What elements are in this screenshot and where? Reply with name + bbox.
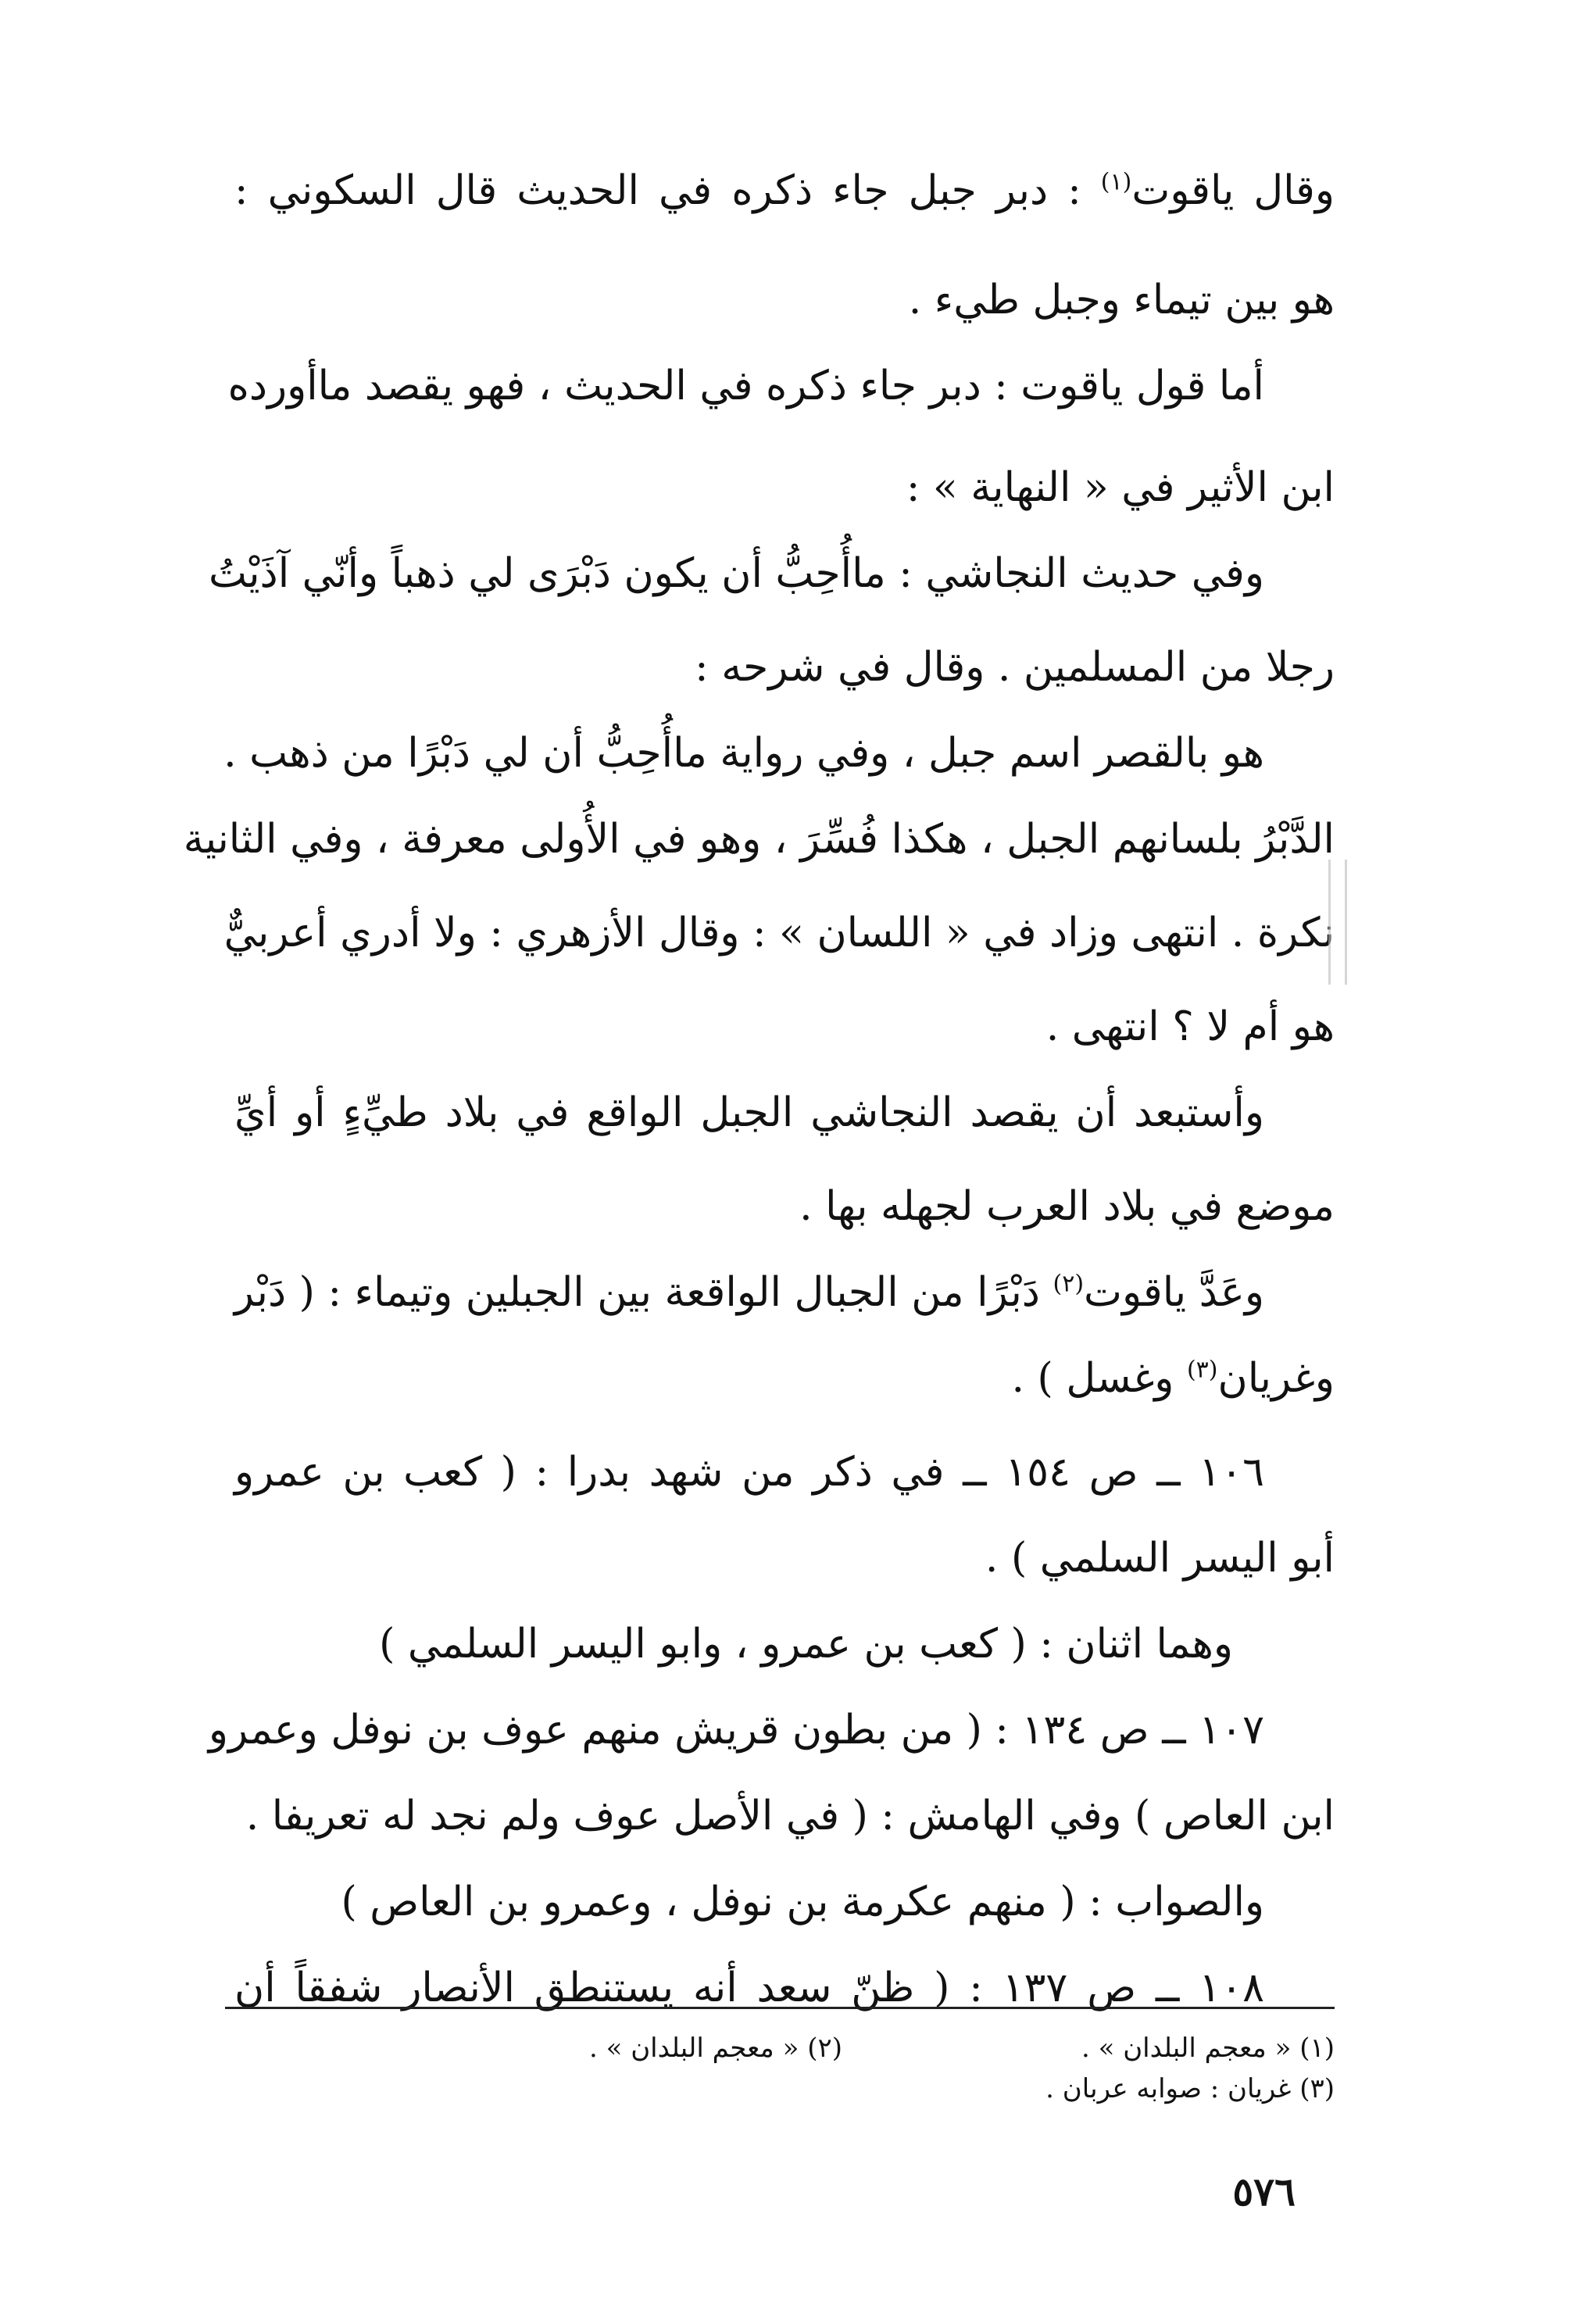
body-line-11: وأستبعد أن يقصد النجاشي الجبل الواقع في بلاد طيِّءٍ أو أيِّ <box>234 1089 1264 1136</box>
footnote-1: (١) « معجم البلدان » . <box>1081 2033 1335 2064</box>
footnote-ref-1: (١) <box>1100 168 1132 196</box>
footnote-2: (٢) « معجم البلدان » . <box>588 2033 842 2064</box>
text-run: وغسل ) . <box>1011 1355 1174 1402</box>
footnote-ref-3: (٣) <box>1186 1356 1218 1384</box>
body-line-20: والصواب : ( منهم عكرمة بن نوفل ، وعمرو بن العاص ) <box>341 1879 1264 1925</box>
body-line-19: ابن العاص ) وفي الهامش : ( في الأصل عوف ولم نجد له تعريفا . <box>245 1793 1335 1840</box>
text-run: دَبْرًا من الجبال الواقعة بين الجبلين وتيماء : ( دَبْر <box>234 1269 1040 1316</box>
footnote-ref-2: (٢) <box>1053 1270 1085 1298</box>
body-line-5: وفي حديث النجاشي : ماأُحِبُّ أن يكون دَبْرَى لي ذهباً وأنّي آذَيْتُ <box>209 550 1264 597</box>
body-line-15: ١٠٦ ــ ص ١٥٤ ــ في ذكر من شهد بدرا : ( كعب بن عمرو <box>234 1449 1264 1496</box>
scan-margin-artifact <box>1328 860 1347 985</box>
text-run: : دبر جبل جاء ذكره في الحديث قال السكوني : <box>234 167 1081 214</box>
text-run: وقال ياقوت <box>1131 167 1335 214</box>
body-line-16: أبو اليسر السلمي ) . <box>985 1535 1335 1582</box>
body-line-2: هو بين تيماء وجبل طيء . <box>908 277 1335 324</box>
text-run: وعَدَّ ياقوت <box>1084 1269 1264 1316</box>
body-line-10: هو أم لا ؟ انتهى . <box>1045 1003 1335 1050</box>
page-number: ٥٧٦ <box>1232 2168 1296 2215</box>
body-line-7: هو بالقصر اسم جبل ، وفي رواية ماأُحِبُّ أن لي دَبْرًا من ذهب . <box>223 730 1264 777</box>
body-line-1 <box>234 166 1335 216</box>
body-line-14 <box>234 1353 1335 1403</box>
body-line-3: أما قول ياقوت : دبر جاء ذكره في الحديث ، فهو يقصد ماأورده <box>227 363 1264 409</box>
body-line-13 <box>234 1267 1264 1318</box>
body-line-18: ١٠٧ ــ ص ١٣٤ : ( من بطون قريش منهم عوف بن نوفل وعمرو <box>208 1707 1264 1754</box>
body-line-17: وهما اثنان : ( كعب بن عمرو ، وابو اليسر السلمي ) <box>379 1621 1233 1668</box>
body-line-21: ١٠٨ ــ ص ١٣٧ : ( ظنّ سعد أنه يستنطق الأنصار شفقاً أن <box>234 1965 1264 2011</box>
footnote-divider <box>225 2007 1335 2009</box>
body-line-8: الدَّبْرُ بلسانهم الجبل ، هكذا فُسِّرَ ، وهو في الأُولى معرفة ، وفي الثانية <box>183 816 1335 863</box>
text-run: وغريان <box>1217 1355 1335 1402</box>
body-line-9: نكرة . انتهى وزاد في « اللسان » : وقال الأزهري : ولا أدري أعربيٌّ <box>223 910 1335 956</box>
body-line-12: موضع في بلاد العرب لجهله بها . <box>799 1183 1335 1230</box>
body-line-6: رجلا من المسلمين . وقال في شرحه : <box>695 644 1335 691</box>
body-line-4: ابن الأثير في « النهاية » : <box>906 464 1335 511</box>
footnote-3: (٣) غريان : صوابه عربان . <box>1045 2073 1335 2104</box>
